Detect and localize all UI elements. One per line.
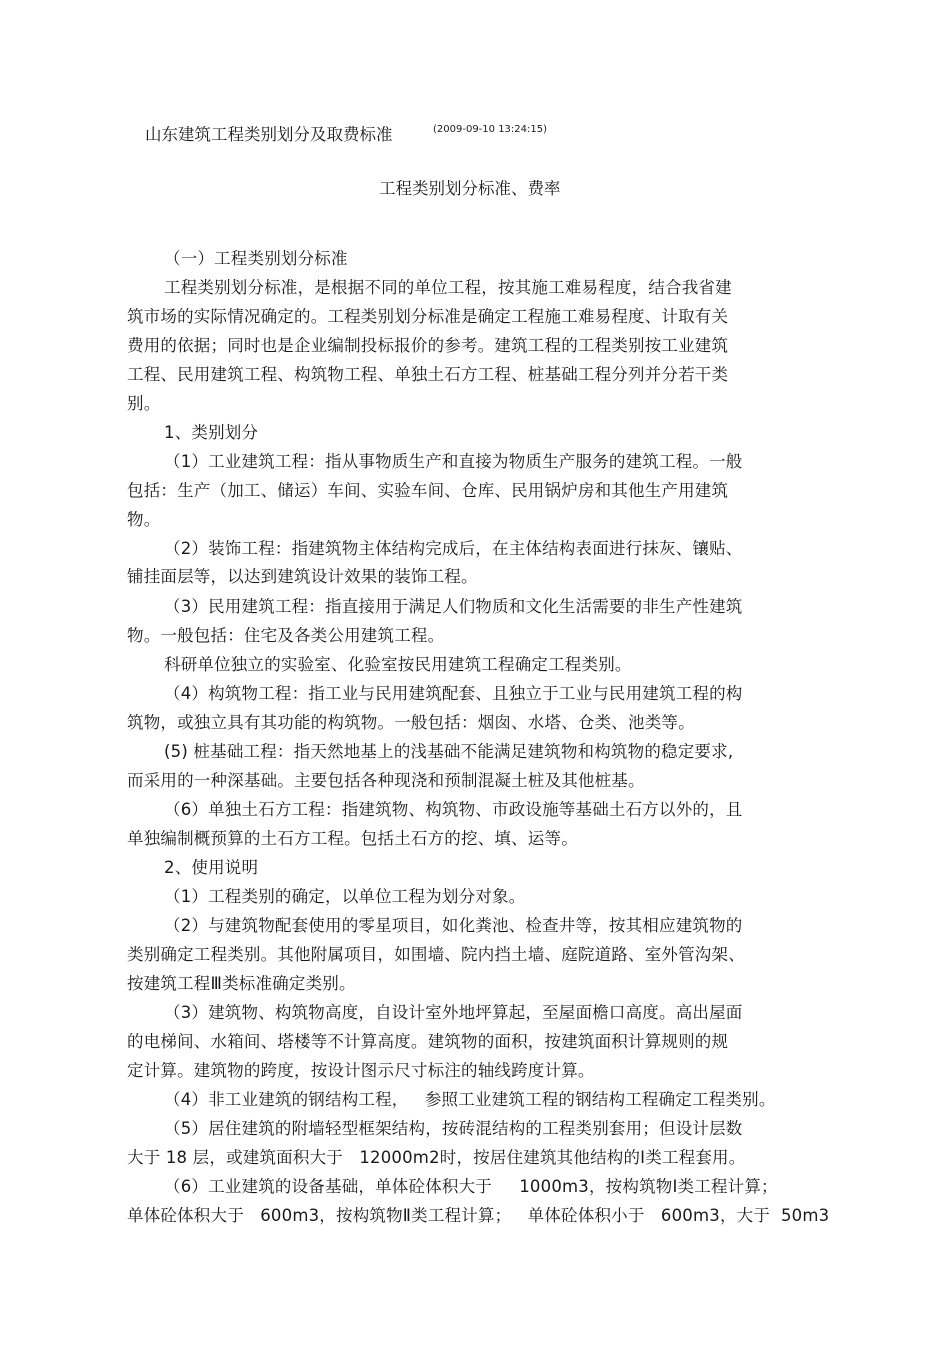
document-timestamp: (2009-09-10 13:24:15) (433, 124, 548, 135)
paragraph-line: 物。一般包括：住宅及各类公用建筑工程。 (127, 626, 445, 645)
paragraph-line: （1）工程类别的确定，以单位工程为划分对象。 (164, 887, 526, 906)
section-title: 工程类别划分标准、费率 (379, 179, 561, 198)
paragraph-line: （2）装饰工程：指建筑物主体结构完成后，在主体结构表面进行抹灰、镶贴、 (164, 539, 743, 558)
heading-usage-notes: 2、使用说明 (164, 858, 259, 877)
paragraph-line: （4）构筑物工程：指工业与民用建筑配套、且独立于工业与民用建筑工程的构 (164, 684, 743, 703)
paragraph-line: 单独编制概预算的土石方工程。包括土石方的挖、填、运等。 (127, 829, 578, 848)
paragraph-line: 工程类别划分标准，是根据不同的单位工程，按其施工难易程度，结合我省建 (164, 278, 732, 297)
paragraph-line: 类别确定工程类别。其他附属项目，如围墙、院内挡土墙、庭院道路、室外管沟架、 (127, 945, 745, 964)
paragraph-line: 科研单位独立的实验室、化验室按民用建筑工程确定工程类别。 (164, 655, 632, 674)
paragraph-line: 单体砼体积大于 600m3，按构筑物Ⅱ类工程计算； 单体砼体积小于 600m3，大于 50m3 (127, 1206, 830, 1225)
paragraph-line: （3）建筑物、构筑物高度，自设计室外地坪算起，至屋面檐口高度。高出屋面 (164, 1003, 743, 1022)
heading-category-standard: （一）工程类别划分标准 (164, 249, 348, 268)
document-title: 山东建筑工程类别划分及取费标准 (145, 125, 393, 144)
paragraph-line: 铺挂面层等，以达到建筑设计效果的装饰工程。 (127, 567, 478, 586)
paragraph-line: 包括：生产（加工、储运）车间、实验车间、仓库、民用锅炉房和其他生产用建筑 (127, 481, 729, 500)
paragraph-line: (5) 桩基础工程：指天然地基上的浅基础不能满足建筑物和构筑物的稳定要求, (164, 742, 734, 761)
paragraph-line: 费用的依据；同时也是企业编制投标报价的参考。建筑工程的工程类别按工业建筑 (127, 336, 729, 355)
paragraph-line: （5）居住建筑的附墙轻型框架结构，按砖混结构的工程类别套用；但设计层数 (164, 1119, 743, 1138)
paragraph-line: （3）民用建筑工程：指直接用于满足人们物质和文化生活需要的非生产性建筑 (164, 597, 743, 616)
paragraph-line: 筑市场的实际情况确定的。工程类别划分标准是确定工程施工难易程度、计取有关 (127, 307, 729, 326)
paragraph-line: 而采用的一种深基础。主要包括各种现浇和预制混凝土桩及其他桩基。 (127, 771, 645, 790)
paragraph-line: （1）工业建筑工程：指从事物质生产和直接为物质生产服务的建筑工程。一般 (164, 452, 743, 471)
paragraph-line: 的电梯间、水箱间、塔楼等不计算高度。建筑物的面积，按建筑面积计算规则的规 (127, 1032, 729, 1051)
heading-classification: 1、类别划分 (164, 423, 259, 442)
paragraph-line: 筑物，或独立具有其功能的构筑物。一般包括：烟囱、水塔、仓类、池类等。 (127, 713, 695, 732)
paragraph-line: 定计算。建筑物的跨度，按设计图示尺寸标注的轴线跨度计算。 (127, 1061, 595, 1080)
paragraph-line: 按建筑工程Ⅲ类标准确定类别。 (127, 974, 356, 993)
paragraph-line: （4）非工业建筑的钢结构工程， 参照工业建筑工程的钢结构工程确定工程类别。 (164, 1090, 776, 1109)
paragraph-line: 别。 (127, 394, 161, 413)
paragraph-line: 大于 18 层，或建筑面积大于 12000m2时，按居住建筑其他结构的Ⅰ类工程套用。 (127, 1148, 746, 1167)
paragraph-line: 工程、民用建筑工程、构筑物工程、单独土石方工程、桩基础工程分列并分若干类 (127, 365, 729, 384)
paragraph-line: （6）工业建筑的设备基础，单体砼体积大于 1000m3，按构筑物Ⅰ类工程计算； (164, 1177, 778, 1196)
paragraph-line: （6）单独土石方工程：指建筑物、构筑物、市政设施等基础土石方以外的，且 (164, 800, 743, 819)
paragraph-line: （2）与建筑物配套使用的零星项目，如化粪池、检查井等，按其相应建筑物的 (164, 916, 743, 935)
paragraph-line: 物。 (127, 510, 161, 529)
